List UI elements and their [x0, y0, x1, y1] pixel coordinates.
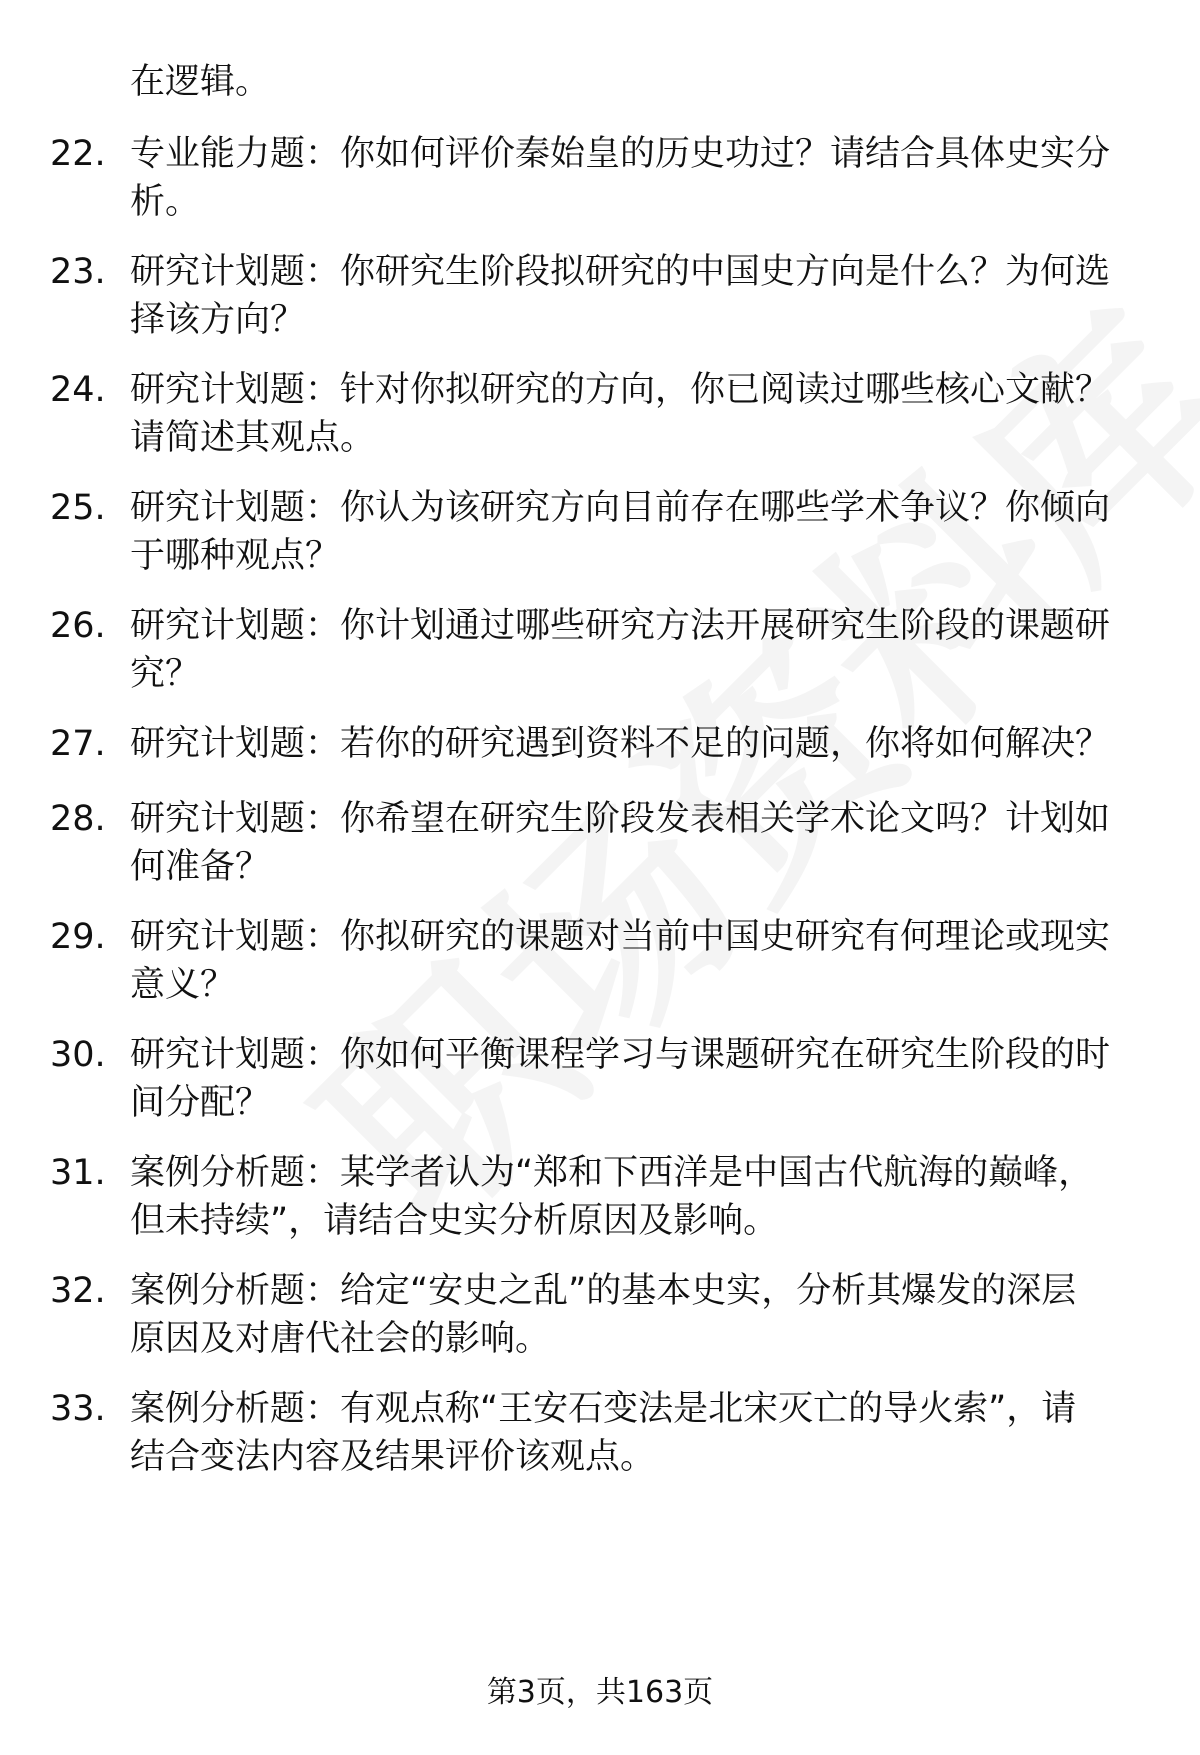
question-line: 间分配？ [130, 1083, 271, 1123]
question-number: 28. [50, 799, 106, 839]
question-item [50, 248, 1160, 344]
question-line: 研究计划题：你如何平衡课程学习与课题研究在研究生阶段的时 [130, 1035, 1111, 1075]
question-number: 32. [50, 1271, 106, 1311]
question-line: 请简述其观点。 [130, 418, 376, 458]
question-number: 24. [50, 370, 106, 410]
question-line: 研究计划题：你希望在研究生阶段发表相关学术论文吗？计划如 [130, 799, 1111, 839]
question-item [50, 795, 1160, 891]
question-item [50, 484, 1160, 580]
question-number: 31. [50, 1153, 106, 1193]
question-line: 研究计划题：你拟研究的课题对当前中国史研究有何理论或现实 [130, 917, 1111, 957]
question-number: 33. [50, 1389, 106, 1429]
question-text [130, 366, 1160, 462]
page-footer: 第3页，共163页 [486, 1675, 714, 1710]
question-line: 专业能力题：你如何评价秦始皇的历史功过？请结合具体史实分 [130, 134, 1111, 174]
question-line: 结合变法内容及结果评价该观点。 [130, 1437, 656, 1477]
question-item [50, 130, 1160, 226]
question-item [50, 1031, 1160, 1127]
question-item [50, 1267, 1160, 1363]
question-text [130, 1385, 1160, 1481]
question-line: 于哪种观点？ [130, 536, 341, 576]
question-line: 析。 [130, 182, 201, 222]
question-number: 22. [50, 134, 106, 174]
question-text [130, 913, 1160, 1009]
question-number: 25. [50, 488, 106, 528]
question-item [50, 366, 1160, 462]
question-line: 研究计划题：你认为该研究方向目前存在哪些学术争议？你倾向 [130, 488, 1111, 528]
question-text [130, 130, 1160, 226]
question-number: 23. [50, 252, 106, 292]
question-item [50, 720, 1160, 768]
question-line: 研究计划题：你研究生阶段拟研究的中国史方向是什么？为何选 [130, 252, 1111, 292]
question-line: 案例分析题：有观点称“王安石变法是北宋灭亡的导火索”，请 [130, 1389, 1077, 1429]
question-number: 29. [50, 917, 106, 957]
question-text [130, 1149, 1160, 1245]
question-line: 究？ [130, 654, 201, 694]
question-text [130, 1267, 1160, 1363]
question-line: 但未持续”，请结合史实分析原因及影响。 [130, 1201, 779, 1241]
question-line: 择该方向？ [130, 300, 306, 340]
question-line: 研究计划题：你计划通过哪些研究方法开展研究生阶段的课题研 [130, 606, 1111, 646]
question-number: 26. [50, 606, 106, 646]
question-line: 意义？ [130, 965, 236, 1005]
continuation-text: 在逻辑。 [130, 62, 271, 102]
question-item [50, 1149, 1160, 1245]
question-line: 原因及对唐代社会的影响。 [130, 1319, 551, 1359]
question-text [130, 484, 1160, 580]
question-text [130, 602, 1160, 698]
question-line: 案例分析题：给定“安史之乱”的基本史实，分析其爆发的深层 [130, 1271, 1077, 1311]
question-text [130, 795, 1160, 891]
question-line: 何准备？ [130, 847, 271, 887]
question-number: 30. [50, 1035, 106, 1075]
question-item [50, 1385, 1160, 1481]
question-text [130, 720, 1160, 768]
question-item [50, 602, 1160, 698]
question-line: 案例分析题：某学者认为“郑和下西洋是中国古代航海的巅峰， [130, 1153, 1094, 1193]
question-line: 研究计划题：针对你拟研究的方向，你已阅读过哪些核心文献？ [130, 370, 1111, 410]
question-item [50, 913, 1160, 1009]
question-number: 27. [50, 724, 106, 764]
question-text [130, 248, 1160, 344]
question-line: 研究计划题：若你的研究遇到资料不足的问题，你将如何解决？ [130, 724, 1111, 764]
question-text [130, 1031, 1160, 1127]
